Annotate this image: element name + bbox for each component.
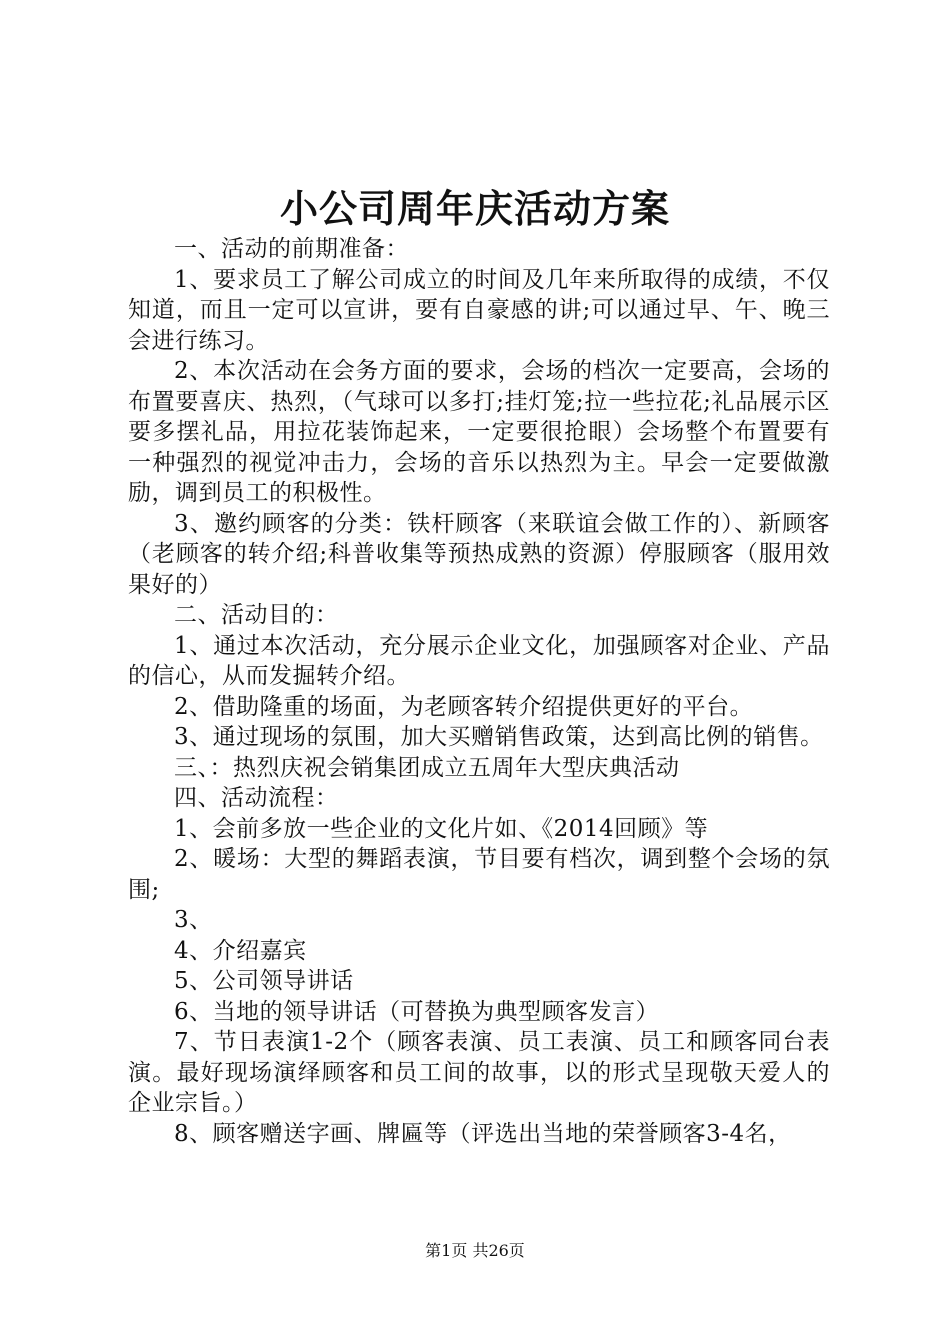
- paragraph-process-item-3: 3、: [174, 907, 213, 933]
- paragraph-process-item-1: 1、会前多放一些企业的文化片如、《2014回顾》等: [174, 815, 709, 842]
- section-heading-preparation: 一、活动的前期准备：: [174, 236, 409, 262]
- paragraph-process-item-6: 6、当地的领导讲话（可替换为典型顾客发言）: [174, 998, 660, 1025]
- page-number-footer: 第1页 共26页: [425, 1241, 525, 1260]
- paragraph-prep-item-3: 3、邀约顾客的分类：铁杆顾客（来联谊会做工作的）、新顾客（老顾客的转介绍;科普收集等预热成熟的资源）停服顾客（服用效果好的）: [128, 510, 830, 598]
- paragraph-process-item-2: 2、暖场：大型的舞蹈表演，节目要有档次，调到整个会场的氛围;: [128, 846, 830, 903]
- paragraph-process-item-8: 8、顾客赠送字画、牌匾等（评选出当地的荣誉顾客3-4名，: [174, 1120, 792, 1147]
- paragraph-process-item-7: 7、节日表演1-2个（顾客表演、员工表演、员工和顾客同台表演。最好现场演绎顾客和员工间的故事，以的形式呈现敬天爱人的企业宗旨。）: [128, 1029, 830, 1116]
- paragraph-process-item-4: 4、介绍嘉宾: [174, 937, 307, 964]
- section-heading-theme: 三、：热烈庆祝会销集团成立五周年大型庆典活动: [174, 754, 680, 781]
- section-heading-process: 四、活动流程：: [174, 785, 339, 811]
- paragraph-purpose-item-3: 3、通过现场的氛围，加大买赠销售政策，达到高比例的销售。: [174, 724, 824, 750]
- document-body: [128, 234, 830, 1149]
- document-title: 小公司周年庆活动方案: [279, 186, 670, 231]
- paragraph-purpose-item-1: 1、通过本次活动，充分展示企业文化，加强顾客对企业、产品的信心，从而发掘转介绍。: [128, 632, 830, 689]
- paragraph-prep-item-2: 2、本次活动在会务方面的要求，会场的档次一定要高，会场的布置要喜庆、热烈，（气球可以多打;挂灯笼;拉一些拉花;礼品展示区要多摆礼品，用拉花装饰起来，一定要很抢眼）会场整个布置要有一种强烈的视觉冲击力，会场的音乐以热烈为主。早会一定要做激励，调到员工的积极性。: [128, 358, 830, 506]
- section-heading-purpose: 二、活动目的：: [174, 602, 339, 628]
- paragraph-purpose-item-2: 2、借助隆重的场面，为老顾客转介绍提供更好的平台。: [174, 693, 754, 720]
- paragraph-prep-item-1: 1、要求员工了解公司成立的时间及几年来所取得的成绩，不仅知道，而且一定可以宣讲，要有自豪感的讲;可以通过早、午、晚三会进行练习。: [128, 266, 830, 354]
- paragraph-process-item-5: 5、公司领导讲话: [174, 968, 354, 994]
